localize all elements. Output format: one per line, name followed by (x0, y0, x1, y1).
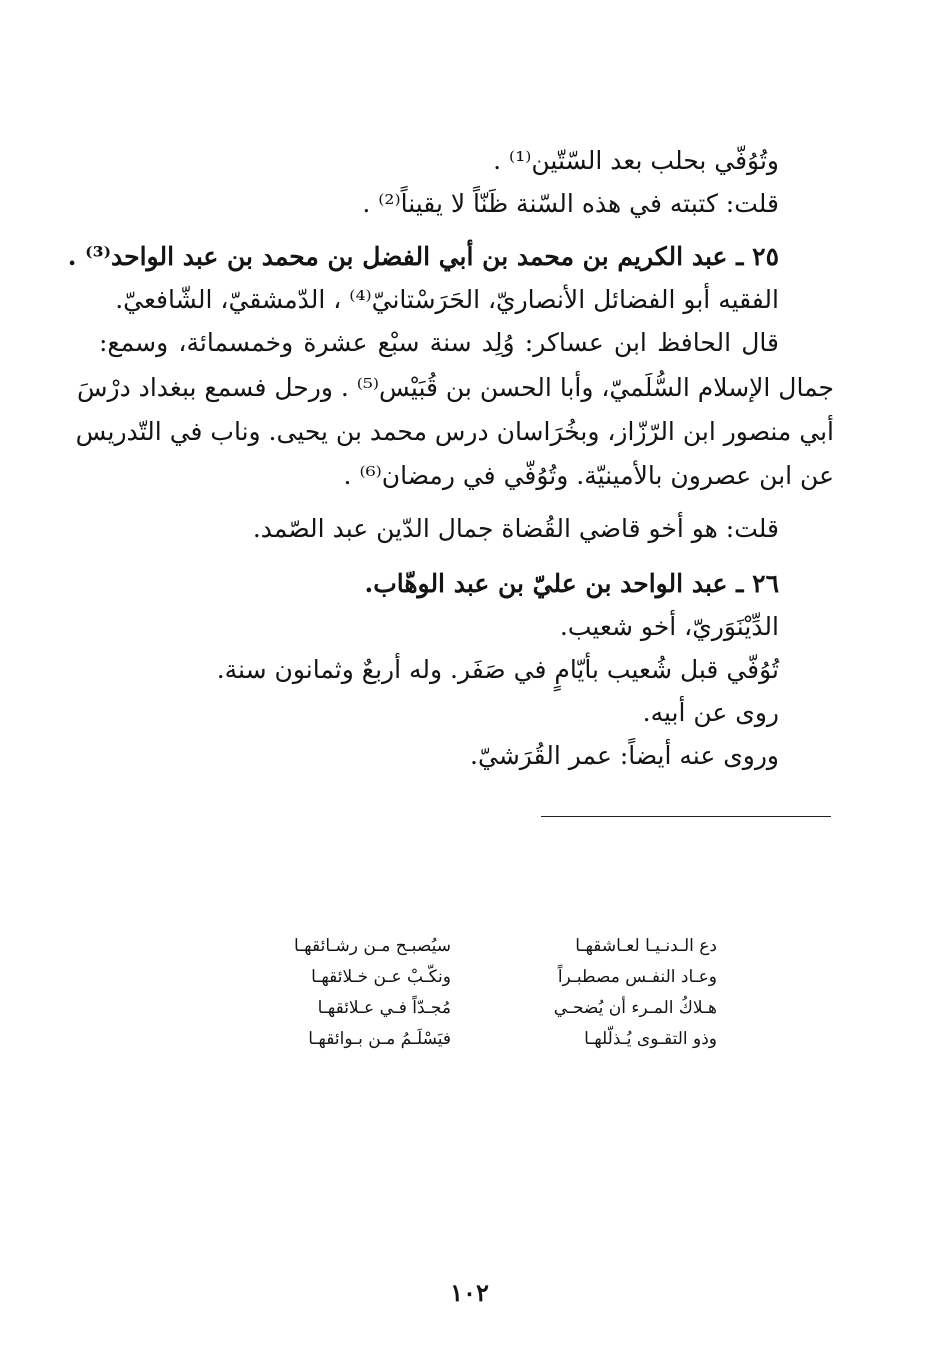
verse-1-right: دع الـدنـيـا لعـاشقهـا (575, 936, 717, 956)
entry-25-line-5: عن ابن عصرون بالأمينيّة. وتُوُفّي في رمضان⁽⁶⁾ . (343, 461, 834, 490)
entry-25-line-4: أبي منصور ابن الرّزّاز، وبخُرَاسان درس محمد بن يحيى. وناب في التّدريس (75, 417, 834, 446)
verse-3-right: هـلاكُ المـرء أن يُضحـي (553, 998, 717, 1018)
entry-25-line-3: جمال الإسلام السُّلَميّ، وأبا الحسن بن قُبَيْس⁽⁵⁾ . ورحل فسمع ببغداد درْسَ (77, 373, 834, 402)
footnote-separator (541, 816, 831, 817)
entry-25-line-6: قلت: هو أخو قاضي القُضاة جمال الدّين عبد الصّمد. (252, 514, 779, 543)
verse-2-left: ونكّـبْ عـن خـلائقهـا (311, 967, 451, 987)
entry-25-line-1: الفقيه أبو الفضائل الأنصاريّ، الحَرَسْتانيّ⁽⁴⁾ ، الدّمشقيّ، الشّافعيّ. (115, 285, 779, 314)
verse-1-left: سيُصبـح مـن رشـائقهـا (294, 936, 451, 956)
entry-26-line-4: وروى عنه أيضاً: عمر القُرَشيّ. (470, 741, 779, 770)
verse-3-left: مُجـدّاً فـي عـلائقهـا (317, 998, 451, 1018)
entry-25-title: ٢٥ ـ عبد الكريم بن محمد بن أبي الفضل بن محمد بن عبد الواحد⁽³⁾ . (67, 242, 779, 271)
entry-26-line-2: تُوُفّي قبل شُعيب بأيّامٍ في صَفَر. وله أربعٌ وثمانون سنة. (216, 655, 779, 684)
entry-26-title: ٢٦ ـ عبد الواحد بن عليّ بن عبد الوهّاب. (364, 569, 779, 598)
page-number: ١٠٢ (450, 1278, 489, 1307)
entry-25-line-2: قال الحافظ ابن عساكر: وُلِد سنة سبْع عشرة وخمسمائة، وسمع: (99, 328, 779, 357)
entry-26-line-3: روى عن أبيه. (642, 698, 779, 727)
body-line-2: قلت: كتبته في هذه السّنة ظَنّاً لا يقيناً⁽²⁾ . (362, 189, 779, 218)
verse-4-right: وذو التقـوى يُـذلّلهـا (584, 1029, 717, 1049)
body-line-1: وتُوُفّي بحلب بعد السّتّين⁽¹⁾ . (493, 146, 779, 175)
verse-2-right: وعـاد النفـس مصطبـراً (557, 967, 717, 987)
verse-4-left: فيَسْلَـمُ مـن بـوائقهـا (308, 1029, 451, 1049)
entry-26-line-1: الدِّيْنَوَريّ، أخو شعيب. (559, 612, 779, 641)
